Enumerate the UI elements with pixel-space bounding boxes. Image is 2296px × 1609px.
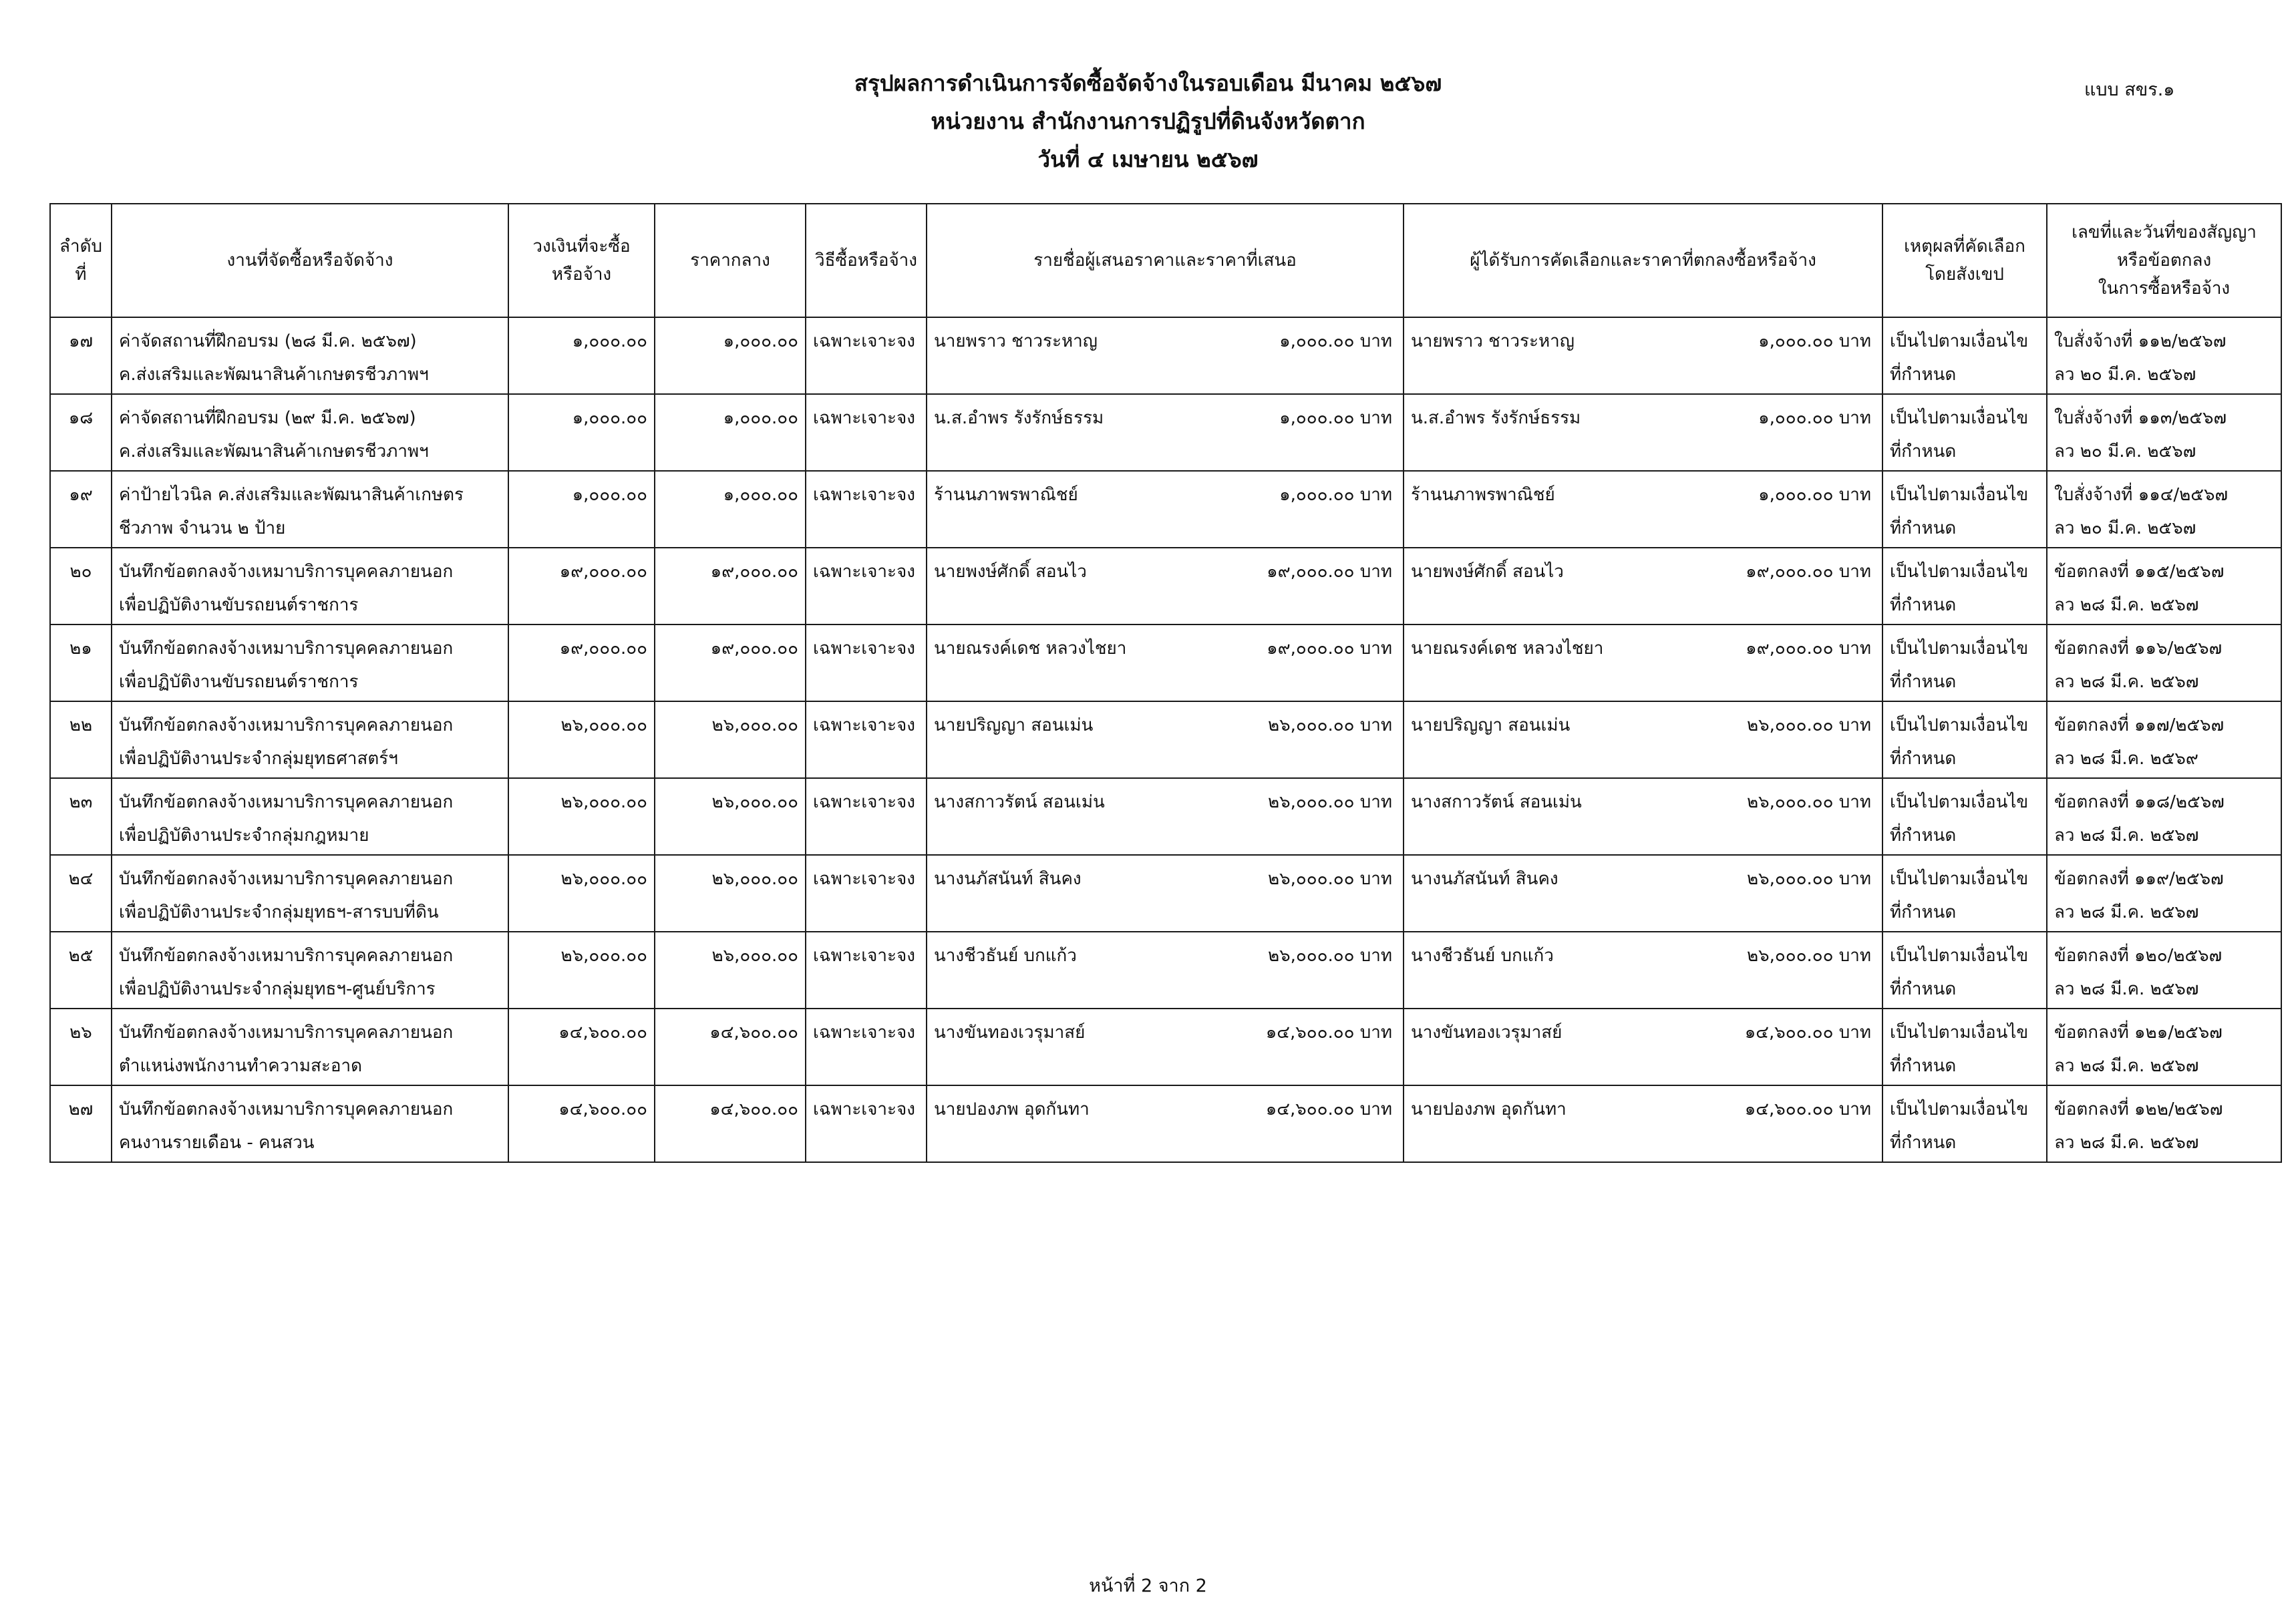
bidder-cell [927, 1085, 1404, 1162]
selection-reason: เป็นไปตามเงื่อนไข ที่กำหนด [1882, 317, 2047, 394]
winner-cell [1404, 1009, 1882, 1085]
work-description: บันทึกข้อตกลงจ้างเหมาบริการบุคคลภายนอก คนงานรายเดือน - คนสวน [112, 1085, 508, 1162]
procurement-method: เฉพาะเจาะจง [806, 317, 927, 394]
budget-amount: ๒๖,๐๐๐.๐๐ [508, 778, 655, 855]
procurement-method: เฉพาะเจาะจง [806, 1085, 927, 1162]
header-winner: ผู้ได้รับการคัดเลือกและราคาที่ตกลงซื้อหรือจ้าง [1404, 204, 1882, 317]
winner-name: ร้านนภาพรพาณิชย์ [1411, 485, 1555, 505]
work-description: บันทึกข้อตกลงจ้างเหมาบริการบุคคลภายนอก เพื่อปฏิบัติงานประจำกลุ่มยุทธฯ-ศูนย์บริการ [112, 932, 508, 1009]
bidder-amount: ๑,๐๐๐.๐๐ บาท [1279, 485, 1392, 505]
winner-cell [1404, 1085, 1882, 1162]
procurement-method: เฉพาะเจาะจง [806, 701, 927, 778]
header-method: วิธีซื้อหรือจ้าง [806, 204, 927, 317]
header-contract: เลขที่และวันที่ของสัญญา หรือข้อตกลง ในการซื้อหรือจ้าง [2047, 204, 2281, 317]
selection-reason: เป็นไปตามเงื่อนไข ที่กำหนด [1882, 778, 2047, 855]
work-description: บันทึกข้อตกลงจ้างเหมาบริการบุคคลภายนอก ตำแหน่งพนักงานทำความสะอาด [112, 1009, 508, 1085]
budget-amount: ๑,๐๐๐.๐๐ [508, 394, 655, 471]
row-number: ๒๗ [50, 1085, 112, 1162]
page-number: หน้าที่ 2 จาก 2 [1089, 1576, 1207, 1596]
contract-reference: ข้อตกลงที่ ๑๑๙/๒๕๖๗ ลว ๒๘ มี.ค. ๒๕๖๗ [2047, 855, 2281, 932]
winner-name: นางนภัสนันท์ สินคง [1411, 869, 1559, 889]
header-work: งานที่จัดซื้อหรือจัดจ้าง [112, 204, 508, 317]
bidder-amount: ๑,๐๐๐.๐๐ บาท [1279, 408, 1392, 428]
winner-amount: ๑๔,๖๐๐.๐๐ บาท [1744, 1023, 1871, 1043]
budget-amount: ๑,๐๐๐.๐๐ [508, 471, 655, 548]
row-number: ๒๑ [50, 624, 112, 701]
winner-cell [1404, 701, 1882, 778]
row-number: ๒๖ [50, 1009, 112, 1085]
bidder-amount: ๒๖,๐๐๐.๐๐ บาท [1267, 946, 1392, 966]
table-row [50, 624, 2281, 701]
budget-amount: ๑๔,๖๐๐.๐๐ [508, 1009, 655, 1085]
selection-reason: เป็นไปตามเงื่อนไข ที่กำหนด [1882, 855, 2047, 932]
median-price: ๑๙,๐๐๐.๐๐ [655, 548, 806, 624]
bidder-name: นายณรงค์เดช หลวงไชยา [934, 639, 1127, 659]
winner-name: นายปริญญา สอนเม่น [1411, 715, 1571, 735]
budget-amount: ๒๖,๐๐๐.๐๐ [508, 932, 655, 1009]
header-no: ลำดับ ที่ [50, 204, 112, 317]
median-price: ๒๖,๐๐๐.๐๐ [655, 778, 806, 855]
bidder-cell [927, 778, 1404, 855]
budget-amount: ๒๖,๐๐๐.๐๐ [508, 855, 655, 932]
procurement-method: เฉพาะเจาะจง [806, 548, 927, 624]
procurement-method: เฉพาะเจาะจง [806, 394, 927, 471]
table-row [50, 548, 2281, 624]
winner-amount: ๑,๐๐๐.๐๐ บาท [1758, 331, 1871, 351]
bidder-name: นางสกาวรัตน์ สอนเม่น [934, 792, 1105, 812]
row-number: ๒๒ [50, 701, 112, 778]
selection-reason: เป็นไปตามเงื่อนไข ที่กำหนด [1882, 394, 2047, 471]
procurement-method: เฉพาะเจาะจง [806, 778, 927, 855]
winner-amount: ๑,๐๐๐.๐๐ บาท [1758, 485, 1871, 505]
table-row [50, 1085, 2281, 1162]
table-row [50, 778, 2281, 855]
median-price: ๒๖,๐๐๐.๐๐ [655, 855, 806, 932]
bidder-cell [927, 548, 1404, 624]
winner-amount: ๑๔,๖๐๐.๐๐ บาท [1744, 1099, 1871, 1119]
winner-name: นายณรงค์เดช หลวงไชยา [1411, 639, 1604, 659]
winner-amount: ๑๙,๐๐๐.๐๐ บาท [1746, 562, 1871, 582]
budget-amount: ๑,๐๐๐.๐๐ [508, 317, 655, 394]
winner-name: น.ส.อำพร รังรักษ์ธรรม [1411, 408, 1581, 428]
selection-reason: เป็นไปตามเงื่อนไข ที่กำหนด [1882, 471, 2047, 548]
table-row [50, 701, 2281, 778]
row-number: ๒๕ [50, 932, 112, 1009]
bidder-amount: ๒๖,๐๐๐.๐๐ บาท [1267, 715, 1392, 735]
contract-reference: ข้อตกลงที่ ๑๑๖/๒๕๖๗ ลว ๒๘ มี.ค. ๒๕๖๗ [2047, 624, 2281, 701]
contract-reference: ใบสั่งจ้างที่ ๑๑๒/๒๕๖๗ ลว ๒๐ มี.ค. ๒๕๖๗ [2047, 317, 2281, 394]
winner-cell [1404, 394, 1882, 471]
median-price: ๑๙,๐๐๐.๐๐ [655, 624, 806, 701]
bidder-name: นางนภัสนันท์ สินคง [934, 869, 1082, 889]
median-price: ๒๖,๐๐๐.๐๐ [655, 932, 806, 1009]
winner-cell [1404, 317, 1882, 394]
document-title: สรุปผลการดำเนินการจัดซื้อจัดจ้างในรอบเดือน มีนาคม ๒๕๖๗ [854, 70, 1442, 96]
report-date: วันที่ ๔ เมษายน ๒๕๖๗ [1037, 146, 1259, 172]
bidder-name: นายพราว ชาวระหาญ [934, 331, 1098, 351]
winner-amount: ๒๖,๐๐๐.๐๐ บาท [1746, 869, 1871, 889]
contract-reference: ข้อตกลงที่ ๑๑๕/๒๕๖๗ ลว ๒๘ มี.ค. ๒๕๖๗ [2047, 548, 2281, 624]
row-number: ๑๘ [50, 394, 112, 471]
winner-name: นางขันทองเวรุมาสย์ [1411, 1023, 1563, 1043]
row-number: ๒๔ [50, 855, 112, 932]
bidder-cell [927, 932, 1404, 1009]
winner-name: นายพงษ์ศักดิ์ สอนไว [1411, 562, 1564, 582]
procurement-table [49, 203, 2282, 1163]
winner-name: นางชีวธันย์ บกแก้ว [1411, 946, 1554, 966]
header-median-price: ราคากลาง [655, 204, 806, 317]
bidder-name: นางขันทองเวรุมาสย์ [934, 1023, 1086, 1043]
winner-name: นางสกาวรัตน์ สอนเม่น [1411, 792, 1582, 812]
bidder-name: นายปองภพ อุดกันทา [934, 1099, 1090, 1119]
bidder-cell [927, 624, 1404, 701]
table-row [50, 1009, 2281, 1085]
bidder-cell [927, 317, 1404, 394]
contract-reference: ข้อตกลงที่ ๑๒๐/๒๕๖๗ ลว ๒๘ มี.ค. ๒๕๖๗ [2047, 932, 2281, 1009]
contract-reference: ใบสั่งจ้างที่ ๑๑๔/๒๕๖๗ ลว ๒๐ มี.ค. ๒๕๖๗ [2047, 471, 2281, 548]
contract-reference: ใบสั่งจ้างที่ ๑๑๓/๒๕๖๗ ลว ๒๐ มี.ค. ๒๕๖๗ [2047, 394, 2281, 471]
selection-reason: เป็นไปตามเงื่อนไข ที่กำหนด [1882, 548, 2047, 624]
winner-cell [1404, 932, 1882, 1009]
bidder-name: นายปริญญา สอนเม่น [934, 715, 1094, 735]
table-header-row [50, 204, 2281, 317]
header-reason: เหตุผลที่คัดเลือก โดยสังเขป [1882, 204, 2047, 317]
work-description: ค่าจัดสถานที่ฝึกอบรม (๒๙ มี.ค. ๒๕๖๗) ค.ส่งเสริมและพัฒนาสินค้าเกษตรชีวภาพฯ [112, 394, 508, 471]
bidder-name: น.ส.อำพร รังรักษ์ธรรม [934, 408, 1104, 428]
table-row [50, 855, 2281, 932]
bidder-name: นางชีวธันย์ บกแก้ว [934, 946, 1077, 966]
bidder-cell [927, 1009, 1404, 1085]
median-price: ๒๖,๐๐๐.๐๐ [655, 701, 806, 778]
bidder-name: นายพงษ์ศักดิ์ สอนไว [934, 562, 1087, 582]
procurement-method: เฉพาะเจาะจง [806, 932, 927, 1009]
table-row [50, 394, 2281, 471]
contract-reference: ข้อตกลงที่ ๑๑๘/๒๕๖๗ ลว ๒๘ มี.ค. ๒๕๖๗ [2047, 778, 2281, 855]
winner-cell [1404, 855, 1882, 932]
winner-cell [1404, 624, 1882, 701]
budget-amount: ๒๖,๐๐๐.๐๐ [508, 701, 655, 778]
median-price: ๑,๐๐๐.๐๐ [655, 317, 806, 394]
row-number: ๑๙ [50, 471, 112, 548]
winner-amount: ๒๖,๐๐๐.๐๐ บาท [1746, 715, 1871, 735]
selection-reason: เป็นไปตามเงื่อนไข ที่กำหนด [1882, 1085, 2047, 1162]
winner-amount: ๑,๐๐๐.๐๐ บาท [1758, 408, 1871, 428]
table-row [50, 471, 2281, 548]
winner-cell [1404, 778, 1882, 855]
budget-amount: ๑๔,๖๐๐.๐๐ [508, 1085, 655, 1162]
median-price: ๑๔,๖๐๐.๐๐ [655, 1085, 806, 1162]
bidder-cell [927, 855, 1404, 932]
winner-name: นายพราว ชาวระหาญ [1411, 331, 1575, 351]
selection-reason: เป็นไปตามเงื่อนไข ที่กำหนด [1882, 1009, 2047, 1085]
winner-cell [1404, 471, 1882, 548]
selection-reason: เป็นไปตามเงื่อนไข ที่กำหนด [1882, 701, 2047, 778]
bidder-cell [927, 471, 1404, 548]
document-header [0, 64, 2296, 178]
bidder-amount: ๒๖,๐๐๐.๐๐ บาท [1267, 869, 1392, 889]
bidder-amount: ๑๔,๖๐๐.๐๐ บาท [1265, 1099, 1392, 1119]
winner-amount: ๒๖,๐๐๐.๐๐ บาท [1746, 946, 1871, 966]
bidder-cell [927, 394, 1404, 471]
work-description: บันทึกข้อตกลงจ้างเหมาบริการบุคคลภายนอก เพื่อปฏิบัติงานขับรถยนต์ราชการ [112, 624, 508, 701]
budget-amount: ๑๙,๐๐๐.๐๐ [508, 624, 655, 701]
row-number: ๒๐ [50, 548, 112, 624]
bidder-amount: ๑๙,๐๐๐.๐๐ บาท [1267, 639, 1392, 659]
form-code: แบบ สขร.๑ [2084, 79, 2175, 100]
work-description: บันทึกข้อตกลงจ้างเหมาบริการบุคคลภายนอก เพื่อปฏิบัติงานประจำกลุ่มยุทธฯ-สารบบที่ดิน [112, 855, 508, 932]
contract-reference: ข้อตกลงที่ ๑๒๒/๒๕๖๗ ลว ๒๘ มี.ค. ๒๕๖๗ [2047, 1085, 2281, 1162]
bidder-cell [927, 701, 1404, 778]
median-price: ๑,๐๐๐.๐๐ [655, 394, 806, 471]
procurement-method: เฉพาะเจาะจง [806, 1009, 927, 1085]
procurement-method: เฉพาะเจาะจง [806, 471, 927, 548]
bidder-amount: ๑๙,๐๐๐.๐๐ บาท [1267, 562, 1392, 582]
median-price: ๑,๐๐๐.๐๐ [655, 471, 806, 548]
bidder-amount: ๒๖,๐๐๐.๐๐ บาท [1267, 792, 1392, 812]
contract-reference: ข้อตกลงที่ ๑๑๗/๒๕๖๗ ลว ๒๘ มี.ค. ๒๕๖๙ [2047, 701, 2281, 778]
work-description: บันทึกข้อตกลงจ้างเหมาบริการบุคคลภายนอก เพื่อปฏิบัติงานประจำกลุ่มยุทธศาสตร์ฯ [112, 701, 508, 778]
contract-reference: ข้อตกลงที่ ๑๒๑/๒๕๖๗ ลว ๒๘ มี.ค. ๒๕๖๗ [2047, 1009, 2281, 1085]
bidder-amount: ๑๔,๖๐๐.๐๐ บาท [1265, 1023, 1392, 1043]
bidder-name: ร้านนภาพรพาณิชย์ [934, 485, 1078, 505]
header-budget: วงเงินที่จะซื้อ หรือจ้าง [508, 204, 655, 317]
procurement-method: เฉพาะเจาะจง [806, 624, 927, 701]
winner-amount: ๒๖,๐๐๐.๐๐ บาท [1746, 792, 1871, 812]
selection-reason: เป็นไปตามเงื่อนไข ที่กำหนด [1882, 624, 2047, 701]
work-description: ค่าจัดสถานที่ฝึกอบรม (๒๘ มี.ค. ๒๕๖๗) ค.ส่งเสริมและพัฒนาสินค้าเกษตรชีวภาพฯ [112, 317, 508, 394]
bidder-amount: ๑,๐๐๐.๐๐ บาท [1279, 331, 1392, 351]
work-description: บันทึกข้อตกลงจ้างเหมาบริการบุคคลภายนอก เพื่อปฏิบัติงานขับรถยนต์ราชการ [112, 548, 508, 624]
winner-name: นายปองภพ อุดกันทา [1411, 1099, 1567, 1119]
table-row [50, 317, 2281, 394]
selection-reason: เป็นไปตามเงื่อนไข ที่กำหนด [1882, 932, 2047, 1009]
agency-name: หน่วยงาน สำนักงานการปฏิรูปที่ดินจังหวัดตาก [931, 108, 1365, 134]
work-description: ค่าป้ายไวนิล ค.ส่งเสริมและพัฒนาสินค้าเกษตร ชีวภาพ จำนวน ๒ ป้าย [112, 471, 508, 548]
row-number: ๒๓ [50, 778, 112, 855]
winner-cell [1404, 548, 1882, 624]
row-number: ๑๗ [50, 317, 112, 394]
winner-amount: ๑๙,๐๐๐.๐๐ บาท [1746, 639, 1871, 659]
header-bidders: รายชื่อผู้เสนอราคาและราคาที่เสนอ [927, 204, 1404, 317]
budget-amount: ๑๙,๐๐๐.๐๐ [508, 548, 655, 624]
table-row [50, 932, 2281, 1009]
procurement-method: เฉพาะเจาะจง [806, 855, 927, 932]
work-description: บันทึกข้อตกลงจ้างเหมาบริการบุคคลภายนอก เพื่อปฏิบัติงานประจำกลุ่มกฎหมาย [112, 778, 508, 855]
median-price: ๑๔,๖๐๐.๐๐ [655, 1009, 806, 1085]
